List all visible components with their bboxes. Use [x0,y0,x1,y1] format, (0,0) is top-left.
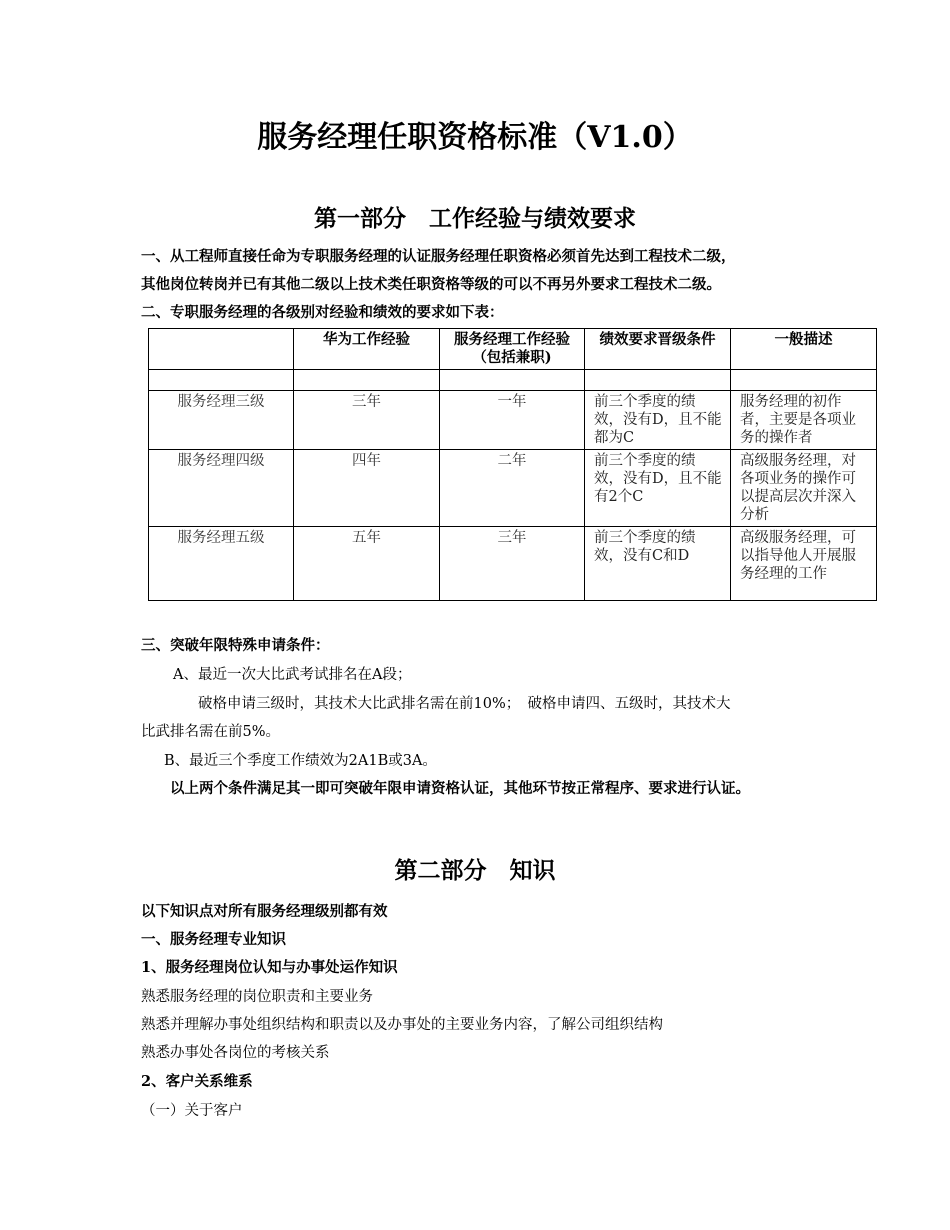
table-cell-sm-exp: 三年 [440,527,585,601]
section-1-1-heading: 1、服务经理岗位认知与办事处运作知识 [141,959,398,976]
document-title: 服务经理任职资格标准（V1.0） [257,120,693,155]
section-1-2-heading: 2、客户关系维系 [141,1073,253,1090]
part1-paragraph-3: 三、突破年限特殊申请条件： [141,637,330,654]
table-cell-huawei-exp: 五年 [294,527,440,601]
table-cell-description: 高级服务经理，对各项业务的操作可以提高层次并深入分析 [731,450,877,527]
table-cell-description: 高级服务经理，可以指导他人开展服务经理的工作 [731,527,877,601]
table-cell-sm-exp: 二年 [440,450,585,527]
table-cell [294,370,440,391]
section-1-heading: 一、服务经理专业知识 [141,931,286,948]
condition-a-detail-line-2: 比武排名需在前5%。 [141,724,281,740]
part1-paragraph-1-line-2: 其他岗位转岗并已有其他二级以上技术类任职资格等级的可以不再另外要求工程技术二级。 [141,276,721,293]
table-header-cell [149,329,294,370]
part2-heading: 第二部分 知识 [394,857,556,884]
table-header-cell: 服务经理工作经验（包括兼职) [440,329,585,370]
table-header-row [149,329,877,370]
requirements-table [148,328,877,601]
table-row [149,391,877,450]
part1-heading: 第一部分 工作经验与绩效要求 [314,205,636,232]
table-header-cell: 一般描述 [731,329,877,370]
table-cell-performance: 前三个季度的绩效，没有D，且不能都为C [585,391,731,450]
table-cell-sm-exp: 一年 [440,391,585,450]
condition-a-detail-line-1: 破格申请三级时，其技术大比武排名需在前10%； 破格申请四、五级时，其技术大 [198,696,731,712]
table-cell-huawei-exp: 三年 [294,391,440,450]
table-cell-performance: 前三个季度的绩效，没有C和D [585,527,731,601]
table-cell [149,370,294,391]
part1-paragraph-1-line-1: 一、从工程师直接任命为专职服务经理的认证服务经理任职资格必须首先达到工程技术二级， [141,248,736,265]
table-header-cell: 华为工作经验 [294,329,440,370]
table-blank-row [149,370,877,391]
condition-a: A、最近一次大比武考试排名在A段； [173,667,412,683]
table-cell-level: 服务经理四级 [149,450,294,527]
list-item: 熟悉办事处各岗位的考核关系 [141,1045,330,1061]
table-cell [440,370,585,391]
table-header-cell: 绩效要求晋级条件 [585,329,731,370]
table-cell-performance: 前三个季度的绩效，没有D，且不能有2个C [585,450,731,527]
table-cell-level: 服务经理三级 [149,391,294,450]
table-cell-huawei-exp: 四年 [294,450,440,527]
condition-b: B、最近三个季度工作绩效为2A1B或3A。 [164,753,437,769]
table-cell-description: 服务经理的初作者，主要是各项业务的操作者 [731,391,877,450]
table-cell [731,370,877,391]
table-row [149,527,877,601]
table-cell [585,370,731,391]
part1-paragraph-2: 二、专职服务经理的各级别对经验和绩效的要求如下表： [141,304,504,321]
table-row [149,450,877,527]
section-1-2-subheading: （一）关于客户 [141,1103,243,1119]
conditions-summary: 以上两个条件满足其一即可突破年限申请资格认证，其他环节按正常程序、要求进行认证。 [170,780,750,797]
list-item: 熟悉服务经理的岗位职责和主要业务 [141,989,373,1005]
table-cell-level: 服务经理五级 [149,527,294,601]
list-item: 熟悉并理解办事处组织结构和职责以及办事处的主要业务内容，了解公司组织结构 [141,1017,663,1033]
part2-intro: 以下知识点对所有服务经理级别都有效 [141,903,388,920]
